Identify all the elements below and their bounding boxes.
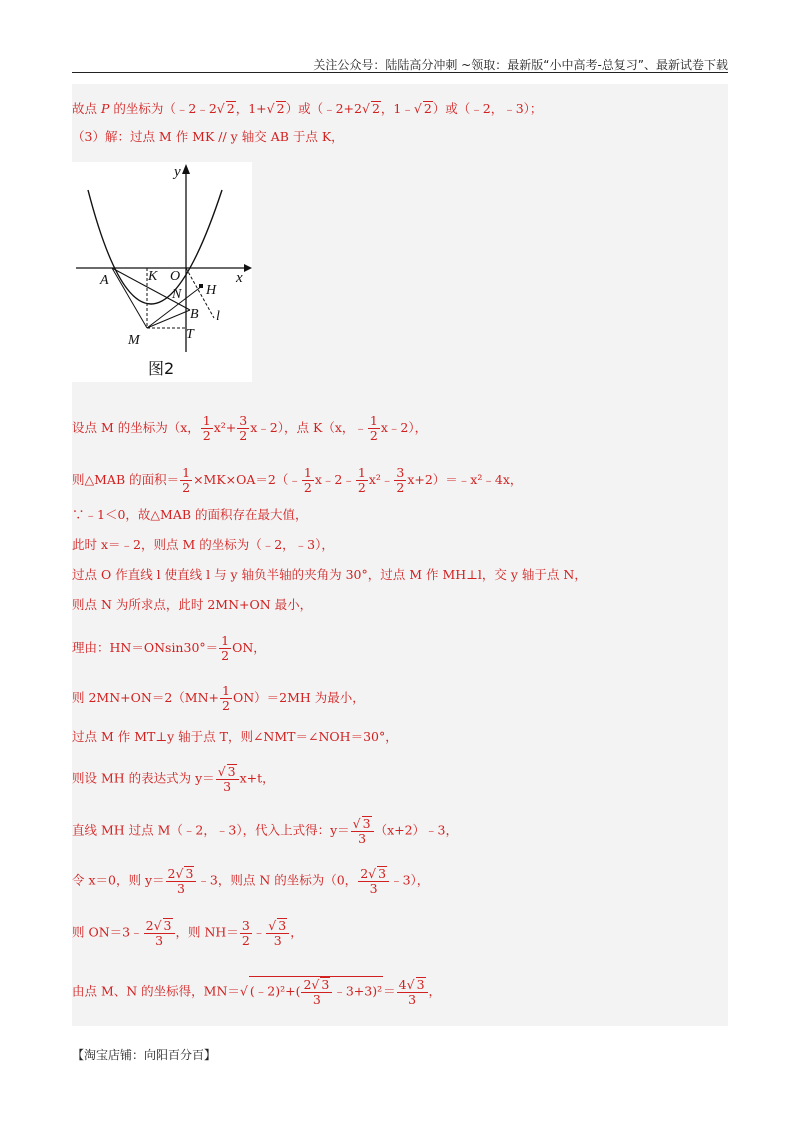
label-o: O bbox=[170, 269, 181, 284]
solution-line-7: 过点 O 作直线 l 使直线 l 与 y 轴负半轴的夹角为 30°，过点 M 作 MH⊥l，交 y 轴于点 N， bbox=[72, 567, 587, 582]
label-k: K bbox=[148, 269, 158, 284]
solution-line-15: 则 ON＝3﹣ $\frac{2√ 3}{3}$ ，则 NH＝ $\frac{3}{2}$ ﹣ $\frac{√ 3}{3}$ ， bbox=[72, 917, 303, 948]
figure-caption: 图2 bbox=[148, 359, 175, 378]
solution-line-4: 则△MAB 的面积＝ $\frac{1}{2}$ ×MK×OA＝2（﹣ $\frac{1}{2}$ x﹣2﹣ $\frac{1}{2}$ x²﹣ $\frac{3}{2}$ x+2）＝﹣x²﹣4x， bbox=[72, 465, 523, 495]
solution-line-5: ∵﹣1＜0，故△MAB 的面积存在最大值， bbox=[72, 507, 308, 522]
label-h: H bbox=[206, 283, 217, 298]
point-h-marker bbox=[199, 284, 203, 288]
solution-line-8: 则点 N 为所求点，此时 2MN+ON 最小， bbox=[72, 597, 313, 612]
label-n: N bbox=[172, 287, 182, 302]
label-x: x bbox=[236, 270, 243, 286]
solution-line-6: 此时 x＝﹣2，则点 M 的坐标为（﹣2，﹣3）， bbox=[72, 537, 334, 552]
solution-line-10: 则 2MN+ON＝2（MN+ $\frac{1}{2}$ ON）＝2MH 为最小， bbox=[72, 683, 365, 713]
solution-line-9: 理由：HN＝ONsin30°＝ $\frac{1}{2}$ ON， bbox=[72, 633, 266, 663]
solution-line-1: 故点 P 的坐标为（﹣2﹣2√ 2，1+√ 2）或（﹣2+2√ 2，1﹣√ 2）或（﹣2，﹣3）； bbox=[72, 101, 543, 116]
y-axis-arrow bbox=[182, 164, 190, 174]
solution-line-3: 设点 M 的坐标为（x， $\frac{1}{2}$ x²+ $\frac{3}{2}$ x﹣2），点 K（x，﹣ $\frac{1}{2}$ x﹣2）， bbox=[72, 413, 428, 443]
solution-line-13: 直线 MH 过点 M（﹣2，﹣3），代入上式得：y＝ $\frac{√ 3}{3}$ （x+2）﹣3， bbox=[72, 816, 458, 846]
segment-mb bbox=[147, 310, 190, 328]
label-b: B bbox=[190, 307, 199, 322]
page-footer: 【淘宝店铺：向阳百分百】 bbox=[72, 1048, 217, 1062]
solution-line-2: （3）解：过点 M 作 MK // y 轴交 AB 于点 K， bbox=[72, 129, 344, 144]
solution-line-16: 由点 M、N 的坐标得，MN＝√ (﹣2)²+( $\frac{2√ 3}{3}$ ﹣3+3)²＝ $\frac{4√ 3}{3}$ ， bbox=[72, 977, 442, 1007]
x-axis-arrow bbox=[244, 264, 252, 272]
figure-2 bbox=[72, 162, 252, 382]
label-y: y bbox=[174, 164, 181, 180]
label-a: A bbox=[100, 273, 109, 288]
solution-line-11: 过点 M 作 MT⊥y 轴于点 T，则∠NMT＝∠NOH＝30°， bbox=[72, 729, 398, 744]
page-header: 关注公众号：陆陆高分冲刺 ~领取：最新版“小中高考-总复习”、最新试卷下载 bbox=[313, 58, 728, 72]
parabola-diagram bbox=[72, 162, 252, 382]
label-l: l bbox=[216, 309, 220, 324]
solution-line-14: 令 x＝0，则 y＝ $\frac{2√ 3}{3}$ ﹣3，则点 N 的坐标为（0， $\frac{2√ 3}{3}$ ﹣3）， bbox=[72, 866, 430, 896]
label-t: T bbox=[186, 327, 194, 342]
header-divider bbox=[72, 72, 728, 73]
solution-line-12: 则设 MH 的表达式为 y＝ $\frac{√ 3}{3}$ x+t， bbox=[72, 764, 275, 794]
label-m: M bbox=[128, 333, 140, 348]
